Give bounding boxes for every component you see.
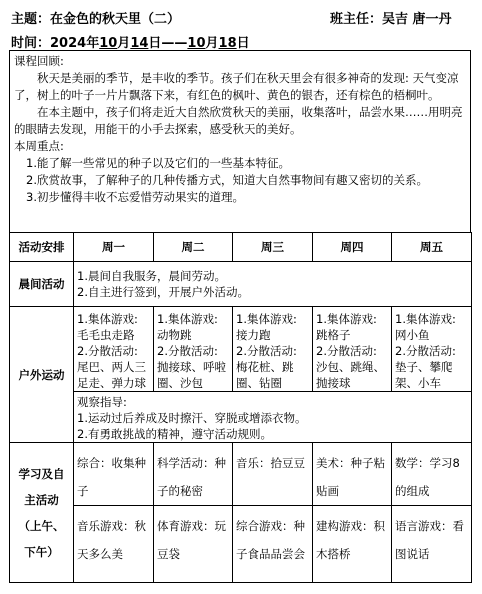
study-cell-mon-1: 综合：收集种子 — [74, 443, 154, 506]
guide-title: 观察指导: — [77, 395, 127, 409]
study-label-line: （上午、 — [18, 518, 65, 533]
focus-item-2: 2.欣赏故事，了解种子的几种传播方式，知道大自然事物间有趣又密切的关系。 — [26, 173, 428, 187]
outdoor-cell-fri — [392, 307, 472, 392]
study-label — [10, 443, 74, 583]
theme-line — [11, 8, 180, 27]
outdoor-sub: 垫子、攀爬架、小车 — [395, 360, 453, 390]
study-cell-fri-2: 语言游戏：看图说话 — [392, 506, 472, 583]
outdoor-cell-mon — [74, 307, 154, 392]
study-cell-thu-1: 美术：种子粘贴画 — [313, 443, 392, 506]
outdoor-game: 网小鱼 — [395, 328, 430, 342]
outdoor-game-label: 1.集体游戏: — [236, 312, 297, 326]
study-cell-wed-2: 综合游戏：种子食品品尝会 — [233, 506, 313, 583]
date-dash: —— — [161, 36, 188, 51]
study-cell-tue-1: 科学活动：种子的秘密 — [154, 443, 233, 506]
study-cell-tue-2: 体育游戏：玩豆袋 — [154, 506, 233, 583]
review-paragraph-1: 秋天是美丽的季节，是丰收的季节。孩子们在秋天里会有很多神奇的发现: 天气变凉了，树上的叶子一片片飘落下来，有红色的枫叶、黄色的银杏，还有棕色的梧桐叶。 — [14, 71, 459, 102]
end-day: 18 — [218, 36, 237, 51]
day-header-fri: 周五 — [392, 233, 472, 262]
start-day: 14 — [130, 36, 149, 51]
time-year: 2024年 — [50, 36, 100, 51]
morning-label: 晨间活动 — [10, 262, 74, 307]
outdoor-cell-thu — [313, 307, 392, 392]
outdoor-sub: 梅花桩、跳圈、钻圈 — [236, 360, 294, 390]
day-header-mon: 周一 — [74, 233, 154, 262]
day-header-row — [10, 233, 472, 262]
outdoor-sub-label: 2.分散活动: — [316, 344, 377, 358]
study-label-line: 下午） — [24, 544, 59, 559]
outdoor-game-label: 1.集体游戏: — [77, 312, 138, 326]
review-title: 课程回顾: — [14, 54, 64, 68]
focus-item-1: 1.能了解一些常见的种子以及它们的一些基本特征。 — [26, 156, 290, 170]
morning-line-2: 2.自主进行签到，开展户外活动。 — [77, 285, 249, 299]
time-label: 时间： — [11, 36, 51, 51]
teacher-value: 吴吉 唐一丹 — [382, 12, 452, 27]
teacher-label: 班主任： — [330, 12, 383, 27]
outdoor-cell-tue — [154, 307, 233, 392]
outdoor-game-label: 1.集体游戏: — [395, 312, 456, 326]
outdoor-row — [10, 307, 472, 392]
corner-cell: 活动安排 — [10, 233, 74, 262]
outdoor-cell-wed — [233, 307, 313, 392]
outdoor-sub-label: 2.分散活动: — [395, 344, 456, 358]
teacher-line — [330, 8, 452, 27]
guide-row — [10, 392, 472, 443]
outdoor-game-label: 1.集体游戏: — [316, 312, 377, 326]
focus-title: 本周重点: — [14, 139, 64, 153]
outdoor-sub-label: 2.分散活动: — [77, 344, 138, 358]
outdoor-sub-label: 2.分散活动: — [157, 344, 218, 358]
outdoor-game: 动物跳 — [157, 328, 192, 342]
study-label-line: 主活动 — [24, 492, 59, 507]
study-cell-mon-2: 音乐游戏：秋天多么美 — [74, 506, 154, 583]
day-header-tue: 周二 — [154, 233, 233, 262]
start-month-char: 月 — [117, 36, 131, 51]
outdoor-game: 跳格子 — [316, 328, 351, 342]
morning-line-1: 1.晨间自我服务，晨间劳动。 — [77, 269, 226, 283]
theme-label: 主题： — [11, 12, 51, 27]
study-cell-fri-1: 数学：学习8的组成 — [392, 443, 472, 506]
outdoor-sub-label: 2.分散活动: — [236, 344, 297, 358]
study-cell-wed-1: 音乐：拾豆豆 — [233, 443, 313, 506]
outdoor-sub: 抛接球、呼啦圈、沙包 — [157, 360, 226, 390]
focus-item-3: 3.初步懂得丰收不忘爱惜劳动果实的道理。 — [26, 190, 244, 204]
outdoor-game: 毛毛虫走路 — [77, 328, 135, 342]
start-month: 10 — [99, 36, 118, 51]
theme-value: 在金色的秋天里（二） — [50, 12, 181, 27]
time-line — [11, 32, 250, 51]
course-review-box — [9, 50, 471, 233]
guide-line-1: 1.运动过后养成及时擦汗、穿脱或增添衣物。 — [77, 411, 307, 425]
day-header-thu: 周四 — [313, 233, 392, 262]
outdoor-game-label: 1.集体游戏: — [157, 312, 218, 326]
end-month: 10 — [187, 36, 206, 51]
guide-line-2: 2.有勇敢挑战的精神，遵守活动规则。 — [77, 427, 272, 441]
start-day-char: 日 — [148, 36, 162, 51]
morning-content — [74, 262, 472, 307]
outdoor-sub: 沙包、跳绳、抛接球 — [316, 360, 385, 390]
outdoor-label: 户外运动 — [10, 307, 74, 443]
guide-content — [74, 392, 472, 443]
study-cell-thu-2: 建构游戏：积木搭桥 — [313, 506, 392, 583]
day-header-wed: 周三 — [233, 233, 313, 262]
review-paragraph-2: 在本主题中，孩子们将走近大自然欣赏秋天的美丽，收集落叶，品尝水果……用明亮的眼睛去发现，用能干的小手去探索，感受秋天的美好。 — [14, 105, 463, 136]
study-label-line: 学习及自 — [18, 466, 65, 481]
end-day-char: 日 — [236, 36, 250, 51]
weekly-plan-table — [9, 232, 472, 583]
morning-row — [10, 262, 472, 307]
end-month-char: 月 — [205, 36, 219, 51]
outdoor-sub: 尾巴、两人三足走、弹力球 — [77, 360, 146, 390]
study-row-2 — [10, 506, 472, 583]
outdoor-game: 接力跑 — [236, 328, 271, 342]
study-row-1 — [10, 443, 472, 506]
